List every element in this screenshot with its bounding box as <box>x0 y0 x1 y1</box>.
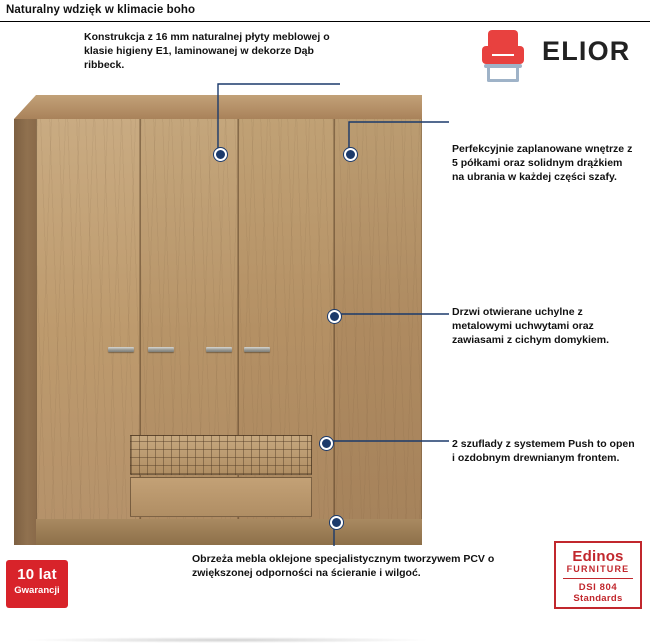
certificate-name: Edinos <box>572 548 624 565</box>
door-handle <box>244 347 270 352</box>
callout-dot-interior <box>344 148 357 161</box>
warranty-label: Gwarancji <box>14 585 60 596</box>
door-handle <box>206 347 232 352</box>
callout-text-doors: Drzwi otwierane uchylne z metalowymi uchwytami oraz zawiasami z cichym domykiem. <box>452 306 609 346</box>
callout-text-drawers: 2 szuflady z systemem Push to open i ozdobnym drewnianym frontem. <box>452 438 635 464</box>
wood-grain <box>335 119 421 545</box>
product-image <box>14 95 422 545</box>
callout-text-interior: Perfekcyjnie zaplanowane wnętrze z 5 półkami oraz solidnym drążkiem na ubrania w każdej części szafy. <box>452 143 633 183</box>
wardrobe-left-side <box>14 119 36 545</box>
wardrobe-body <box>14 95 422 545</box>
drawer-mesh-front <box>130 435 312 475</box>
warranty-badge <box>6 560 68 608</box>
certificate-badge <box>554 541 642 609</box>
certificate-code: DSI 804 <box>578 582 618 593</box>
door-handle <box>148 347 174 352</box>
drawer-lower-front <box>130 477 312 517</box>
brand-name: ELIOR <box>542 36 631 66</box>
armchair-icon <box>476 26 538 84</box>
certificate-subtitle: FURNITURE <box>566 564 630 574</box>
door-handle <box>108 347 134 352</box>
callout-dot-drawers <box>320 437 333 450</box>
page-title: Naturalny wdzięk w klimacie boho <box>6 4 196 16</box>
wardrobe-top-panel <box>14 95 422 119</box>
wardrobe-door-1 <box>36 119 140 545</box>
certificate-standard: Standards <box>573 593 623 604</box>
brand-logo <box>476 26 636 86</box>
certificate-divider <box>563 578 633 579</box>
warranty-years: 10 lat <box>17 566 57 583</box>
header-divider <box>0 21 650 22</box>
callout-text-edges: Obrzeża mebla oklejone specjalistycznym tworzywem PCV o zwiększonej odporności na ścieranie i wilgoć. <box>192 553 495 579</box>
callout-dot-edges <box>330 516 343 529</box>
wood-grain <box>37 119 139 545</box>
floor-shadow <box>22 637 432 643</box>
callout-dot-doors <box>328 310 341 323</box>
wardrobe-door-4 <box>334 119 422 545</box>
callout-dot-construction <box>214 148 227 161</box>
wardrobe-plinth <box>36 519 422 545</box>
callout-text-construction: Konstrukcja z 16 mm naturalnej płyty meblowej o klasie higieny E1, laminowanej w dekorze Dąb ribbeck. <box>84 31 330 71</box>
